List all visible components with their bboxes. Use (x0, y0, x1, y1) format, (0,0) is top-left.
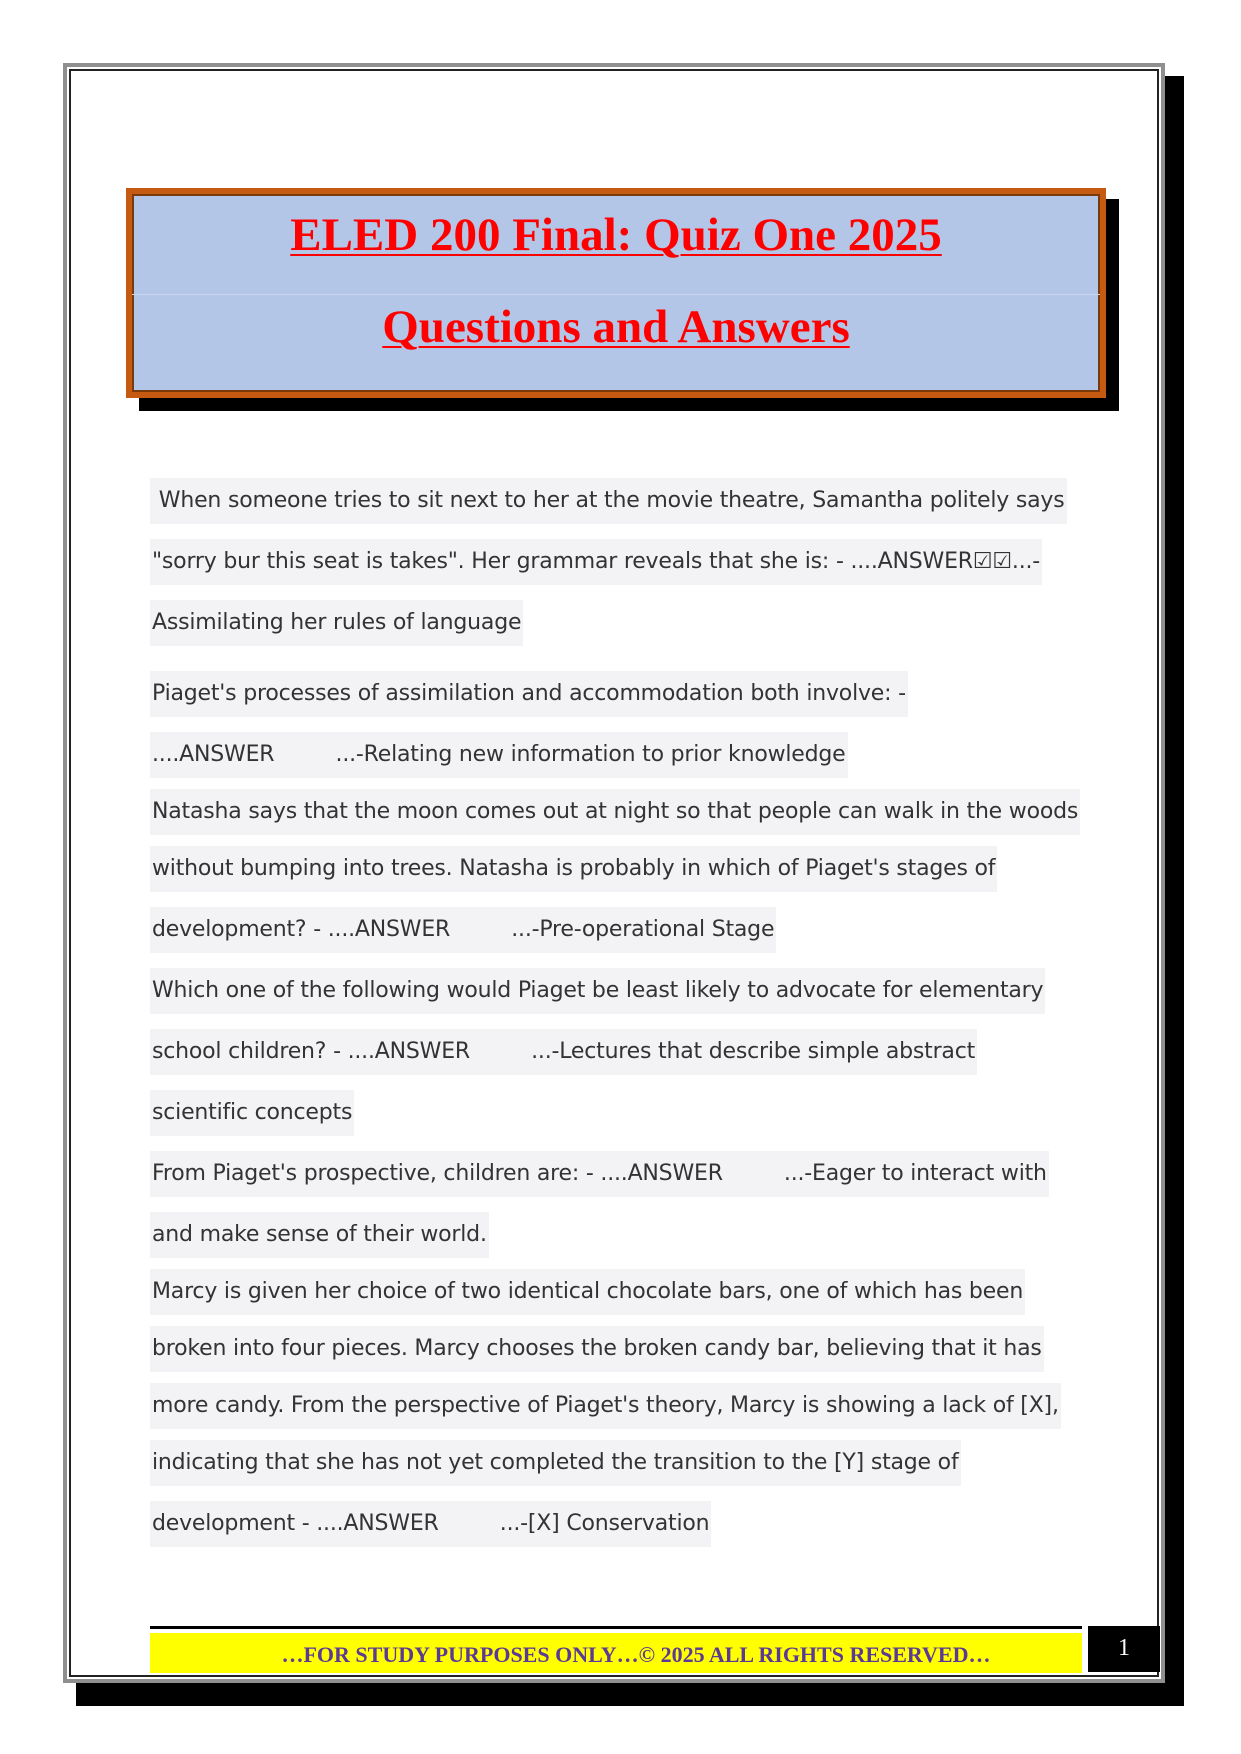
footer-copyright: …FOR STUDY PURPOSES ONLY…© 2025 ALL RIGHTS RESERVED… (150, 1633, 1082, 1673)
qa-item (150, 1151, 1090, 1269)
qa-line: When someone tries to sit next to her at the movie theatre, Samantha politely says (150, 478, 1067, 524)
qa-line: without bumping into trees. Natasha is probably in which of Piaget's stages of (150, 846, 997, 892)
qa-line: Which one of the following would Piaget be least likely to advocate for elementary (150, 968, 1045, 1014)
qa-line: scientific concepts (150, 1090, 354, 1136)
qa-line: Natasha says that the moon comes out at night so that people can walk in the woods (150, 789, 1080, 835)
qa-line: "sorry bur this seat is takes". Her grammar reveals that she is: - ....ANSWER☑☑...- (150, 539, 1042, 585)
document-title-line-1: ELED 200 Final: Quiz One 2025 (290, 209, 942, 261)
title-box (126, 188, 1106, 398)
document-title-line-2: Questions and Answers (382, 301, 850, 353)
qa-line: development - ....ANSWER ...-[X] Conservation (150, 1501, 711, 1547)
page-number: 1 (1088, 1626, 1160, 1672)
qa-line: Piaget's processes of assimilation and accommodation both involve: - (150, 671, 908, 717)
qa-item (150, 1269, 1090, 1562)
qa-line: and make sense of their world. (150, 1212, 489, 1258)
footer-rule (150, 1626, 1082, 1629)
qa-item (150, 789, 1090, 968)
qa-line: more candy. From the perspective of Piaget's theory, Marcy is showing a lack of [X], (150, 1383, 1061, 1429)
qa-item (150, 671, 1090, 789)
qa-item (150, 478, 1090, 671)
qa-line: indicating that she has not yet completed the transition to the [Y] stage of (150, 1440, 961, 1486)
qa-line: Marcy is given her choice of two identical chocolate bars, one of which has been (150, 1269, 1025, 1315)
title-divider (132, 294, 1100, 295)
qa-item (150, 968, 1090, 1151)
qa-line: broken into four pieces. Marcy chooses the broken candy bar, believing that it has (150, 1326, 1044, 1372)
qa-content (150, 478, 1090, 1562)
qa-line: development? - ....ANSWER ...-Pre-operational Stage (150, 907, 776, 953)
qa-line: ....ANSWER ...-Relating new information to prior knowledge (150, 732, 848, 778)
qa-line: From Piaget's prospective, children are: - ....ANSWER ...-Eager to interact with (150, 1151, 1049, 1197)
qa-line: school children? - ....ANSWER ...-Lectures that describe simple abstract (150, 1029, 977, 1075)
qa-line: Assimilating her rules of language (150, 600, 523, 646)
